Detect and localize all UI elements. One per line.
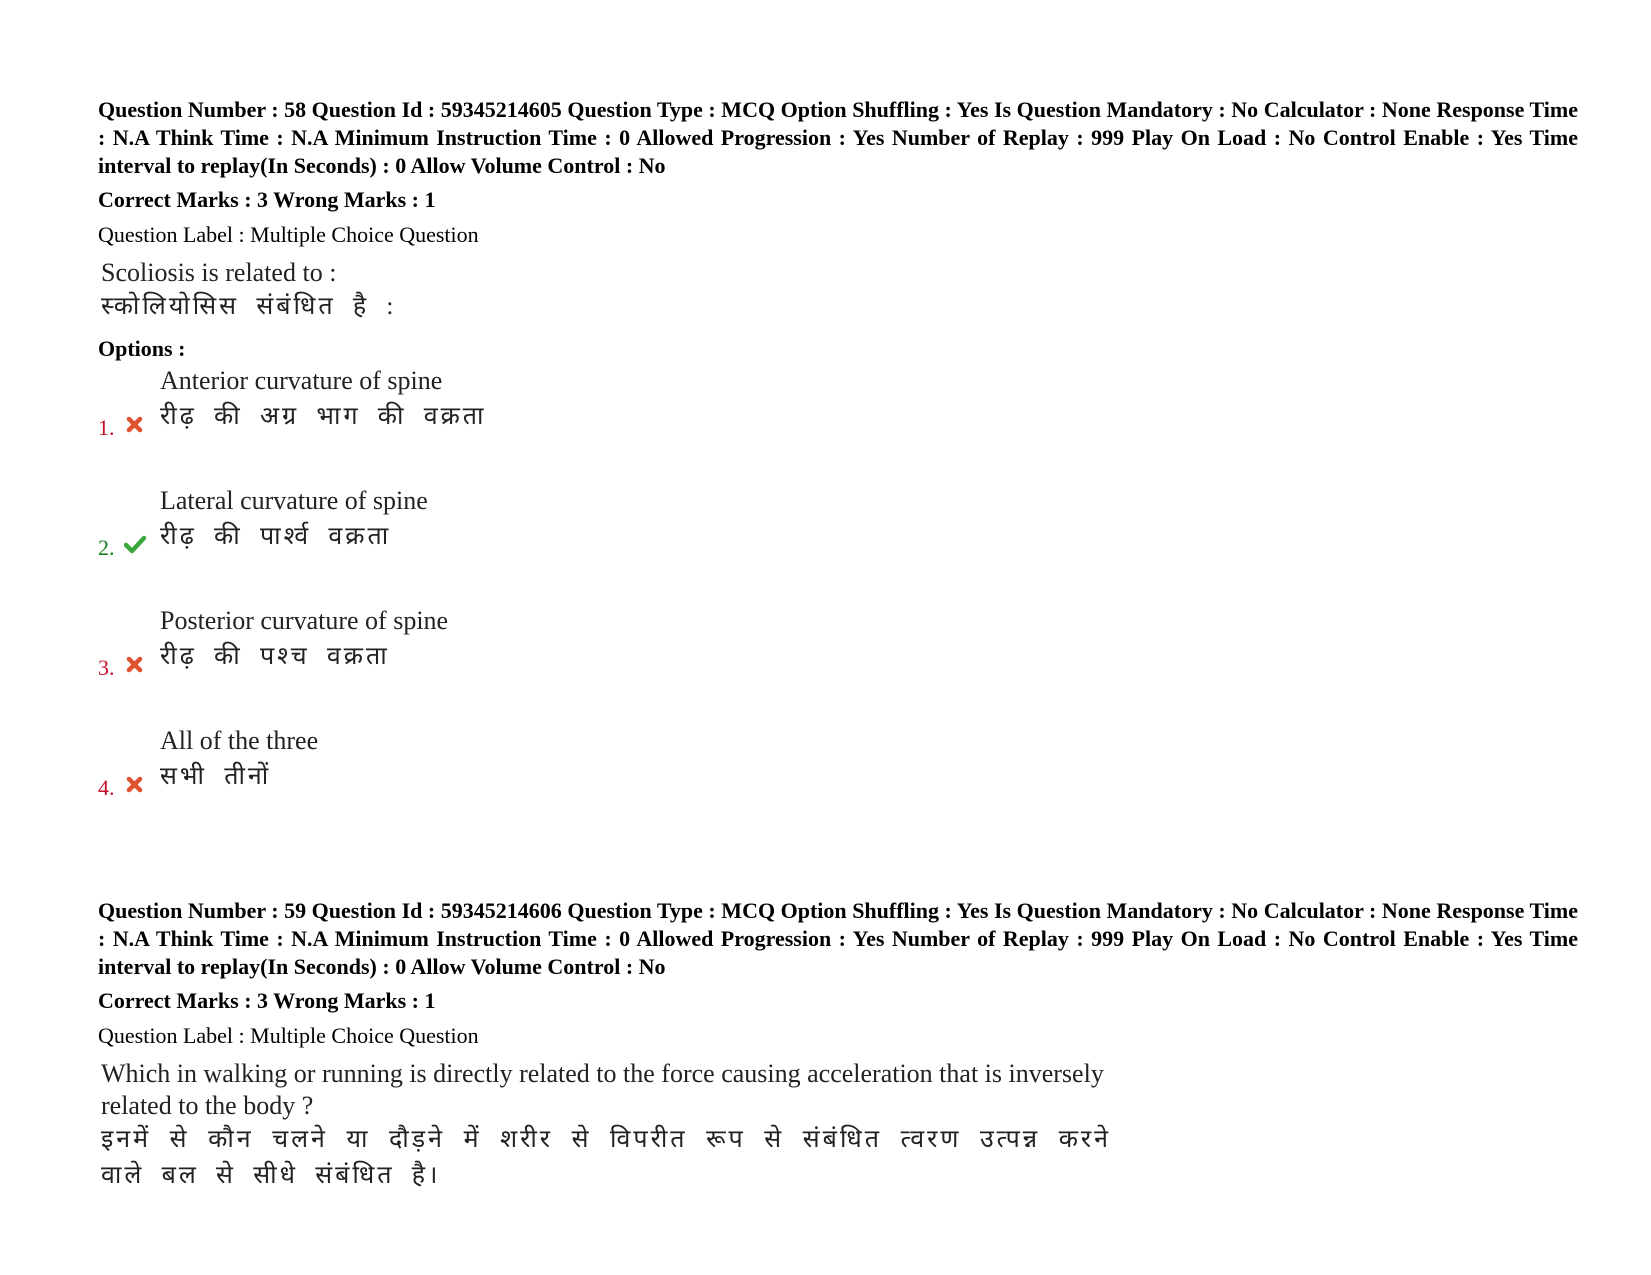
option-text-english: All of the three xyxy=(160,726,319,755)
question-58-block xyxy=(98,96,1578,843)
question-label: Question Label : Multiple Choice Question xyxy=(98,1023,479,1048)
cross-icon xyxy=(124,773,146,795)
option-text-english: Posterior curvature of spine xyxy=(160,606,449,635)
cross-icon xyxy=(124,653,146,675)
option-text-hindi: रीढ़ की पश्च वक्रता xyxy=(160,643,390,670)
check-icon xyxy=(124,533,146,555)
question-meta: Question Number : 58 Question Id : 59345214605 Question Type : MCQ Option Shuffling : Yes Is Question Mandatory : No Calculator : None Response Time : N.A Think Time : N.A Minimum Instruction Time : 0 Allowed Progression : Yes Number of Replay : 999 Play On Load : No Control Enable : Yes Time interval to replay(In Seconds) : 0 Allow Volume Control : No xyxy=(98,97,1578,178)
question-text xyxy=(101,257,1578,325)
question-marks: Correct Marks : 3 Wrong Marks : 1 xyxy=(98,187,436,212)
option-text-hindi: सभी तीनों xyxy=(160,763,272,790)
option-text xyxy=(160,363,487,435)
option-number: 1. xyxy=(98,415,115,440)
option-number: 4. xyxy=(98,775,115,800)
option-number: 2. xyxy=(98,535,115,560)
question-meta: Question Number : 59 Question Id : 59345214606 Question Type : MCQ Option Shuffling : Yes Is Question Mandatory : No Calculator : None Response Time : N.A Think Time : N.A Minimum Instruction Time : 0 Allowed Progression : Yes Number of Replay : 999 Play On Load : No Control Enable : Yes Time interval to replay(In Seconds) : 0 Allow Volume Control : No xyxy=(98,898,1578,979)
option-text-hindi: रीढ़ की अग्र भाग की वक्रता xyxy=(160,403,487,430)
question-text-english: Which in walking or running is directly related to the force causing acceleration that is inversely related to the body ? xyxy=(101,1059,1104,1120)
options-heading: Options : xyxy=(98,336,186,361)
question-text xyxy=(101,1058,1578,1194)
option-3 xyxy=(98,603,1578,723)
option-text-english: Anterior curvature of spine xyxy=(160,366,443,395)
option-text xyxy=(160,483,428,555)
option-text xyxy=(160,603,448,675)
option-text-english: Lateral curvature of spine xyxy=(160,486,428,515)
question-text-english: Scoliosis is related to : xyxy=(101,258,337,287)
question-label: Question Label : Multiple Choice Question xyxy=(98,222,479,247)
question-text-hindi: इनमें से कौन चलने या दौड़ने में शरीर से विपरीत रूप से संबंधित त्वरण उत्पन्न करने वाले बल से सीधे संबंधित है। xyxy=(101,1126,1111,1189)
option-2 xyxy=(98,483,1578,603)
option-number: 3. xyxy=(98,655,115,680)
option-1 xyxy=(98,363,1578,483)
question-marks: Correct Marks : 3 Wrong Marks : 1 xyxy=(98,988,436,1013)
cross-icon xyxy=(124,413,146,435)
question-text-hindi: स्कोलियोसिस संबंधित है : xyxy=(101,293,397,320)
option-text-hindi: रीढ़ की पार्श्व वक्रता xyxy=(160,523,392,550)
option-4 xyxy=(98,723,1578,843)
question-59-block xyxy=(98,897,1578,1194)
option-text xyxy=(160,723,318,795)
